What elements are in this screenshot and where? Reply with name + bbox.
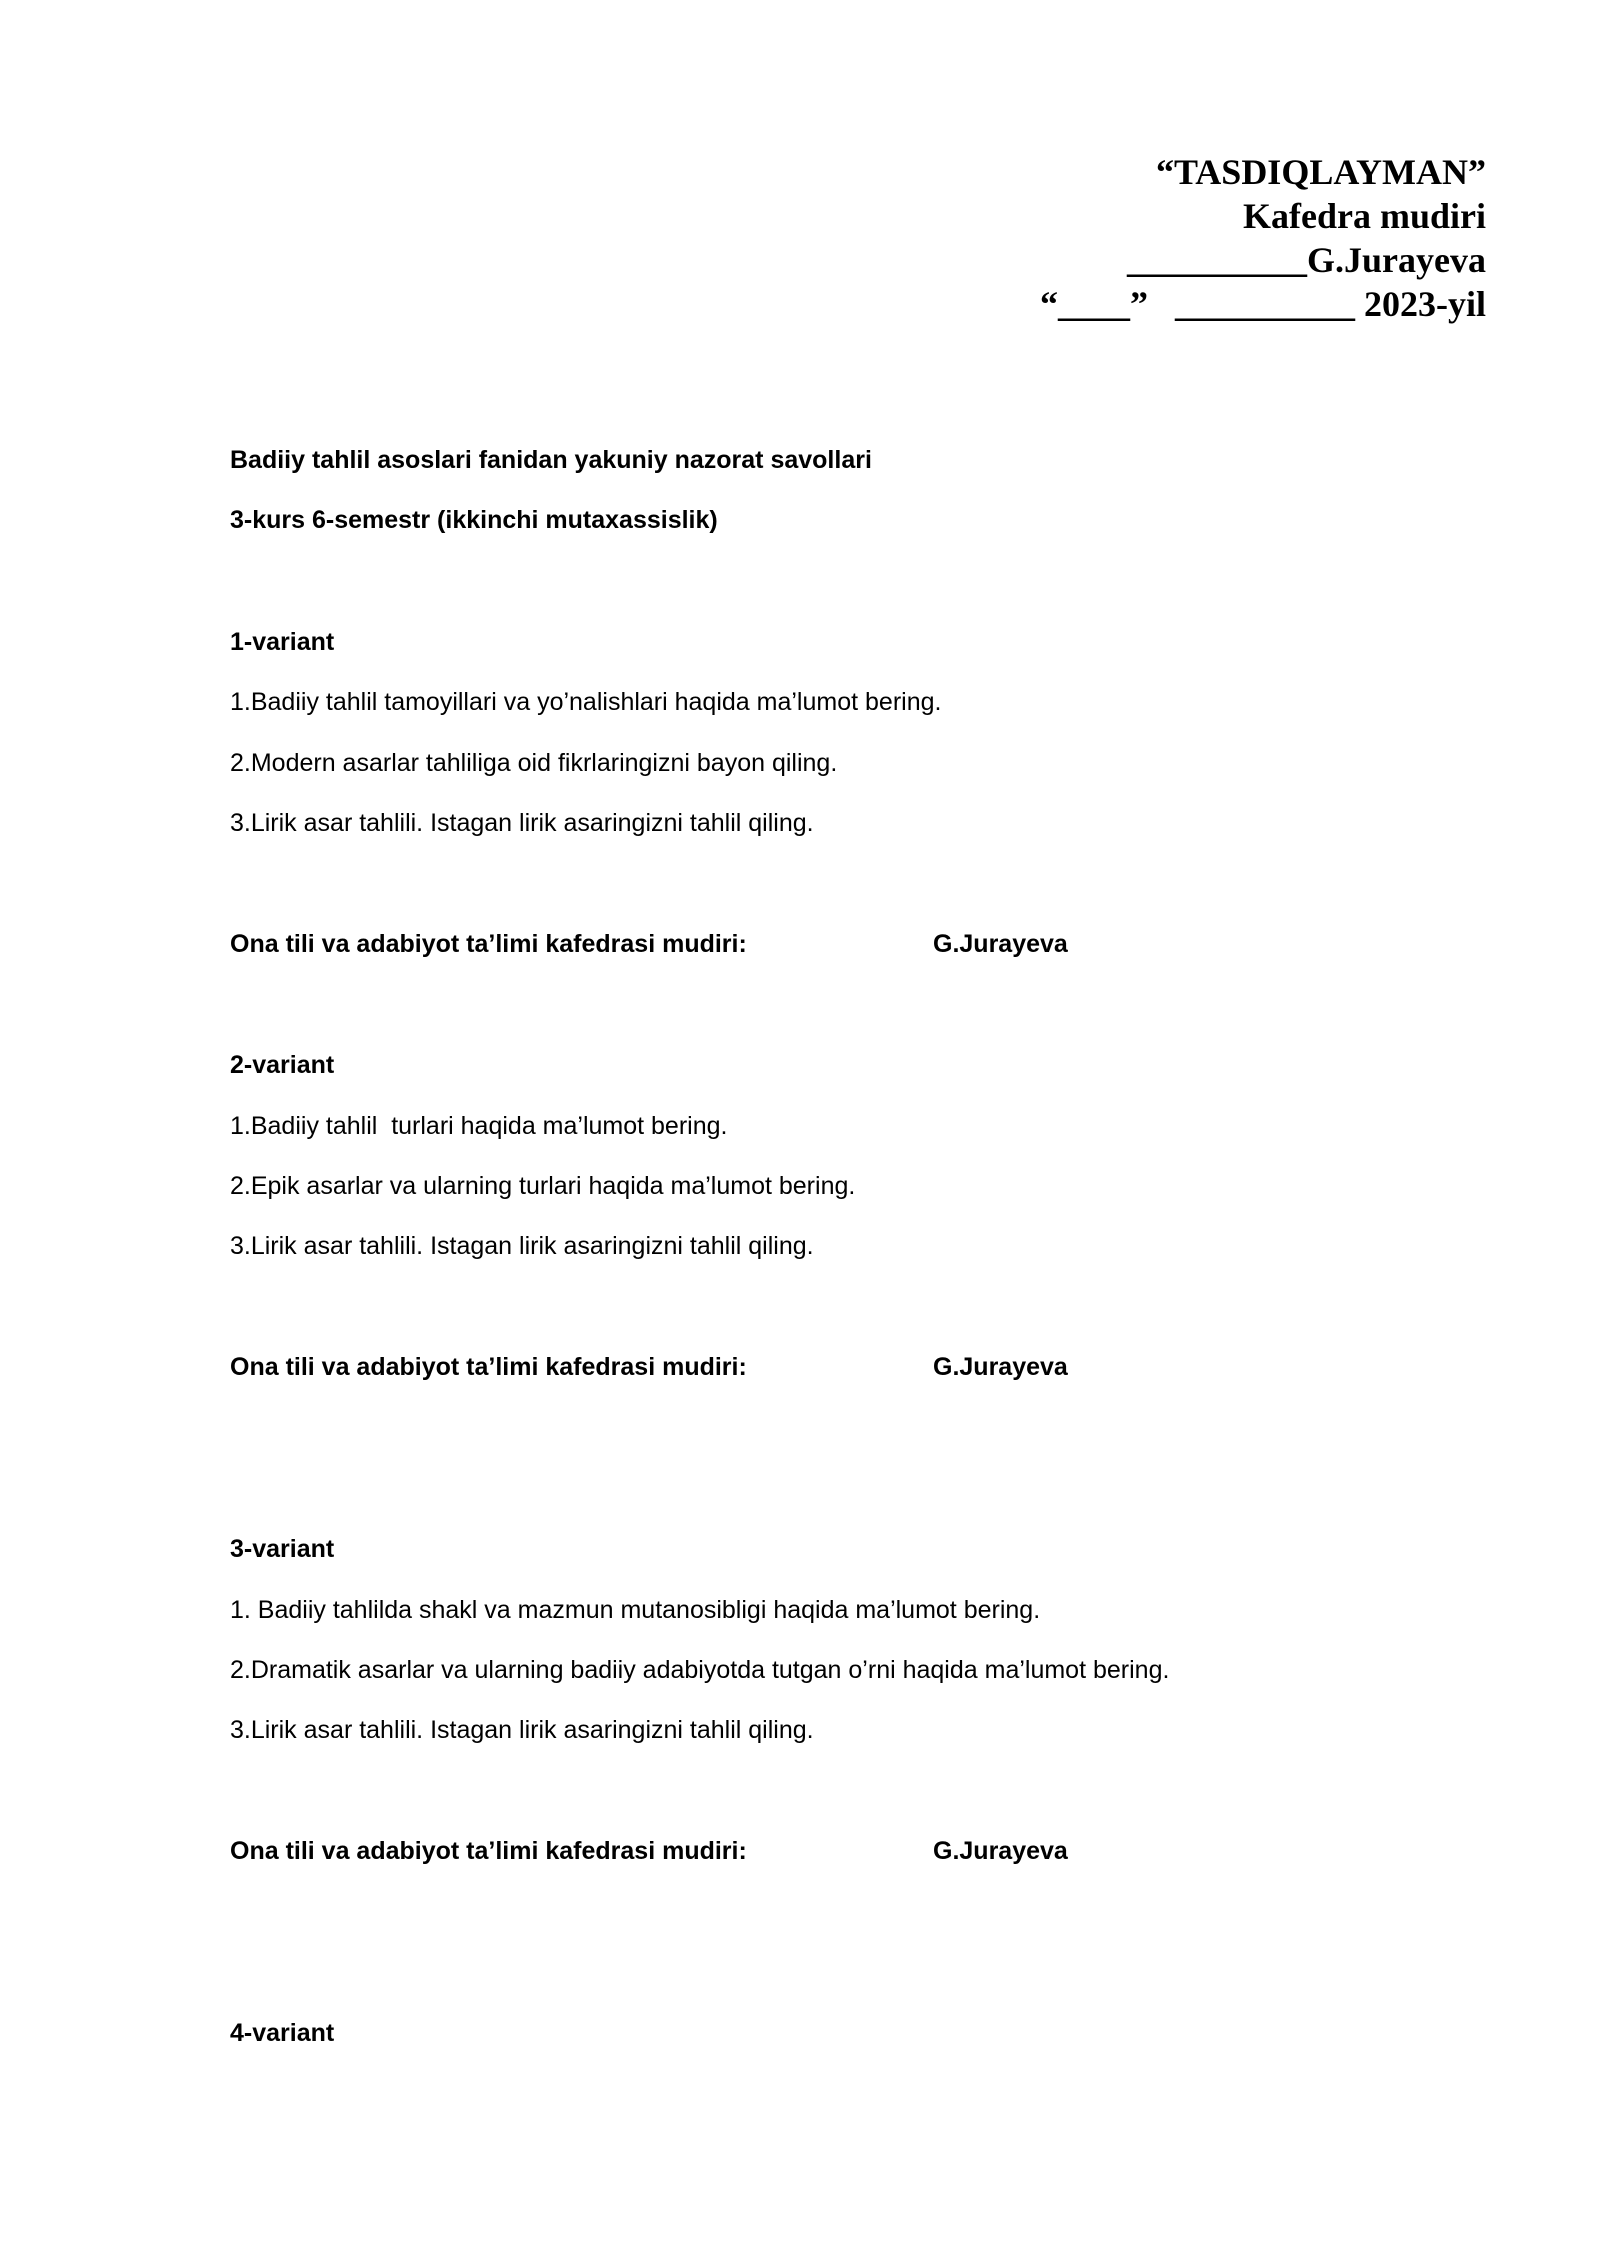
course-heading: 3-kurs 6-semestr (ikkinchi mutaxassislik) bbox=[230, 506, 718, 534]
subject-heading: Badiiy tahlil asoslari fanidan yakuniy nazorat savollari bbox=[230, 446, 872, 474]
approval-signature-line: __________G.Jurayeva bbox=[1127, 240, 1486, 280]
signature-label: Ona tili va adabiyot ta’limi kafedrasi mudiri: bbox=[230, 1353, 747, 1381]
approval-position: Kafedra mudiri bbox=[1243, 196, 1486, 236]
question-item: 2.Epik asarlar va ularning turlari haqida ma’lumot bering. bbox=[230, 1172, 856, 1200]
question-item: 1.Badiiy tahlil turlari haqida ma’lumot bering. bbox=[230, 1112, 728, 1140]
approval-block bbox=[1040, 150, 1486, 326]
question-item: 1.Badiiy tahlil tamoyillari va yo’nalishlari haqida ma’lumot bering. bbox=[230, 688, 942, 716]
variant-title: 4-variant bbox=[230, 2019, 335, 2047]
signature-name: G.Jurayeva bbox=[933, 1837, 1068, 1865]
signature-name: G.Jurayeva bbox=[933, 930, 1068, 958]
signature-label: Ona tili va adabiyot ta’limi kafedrasi mudiri: bbox=[230, 1837, 747, 1865]
question-item: 1. Badiiy tahlilda shakl va mazmun mutanosibligi haqida ma’lumot bering. bbox=[230, 1596, 1041, 1624]
question-item: 2.Modern asarlar tahliliga oid fikrlaringizni bayon qiling. bbox=[230, 749, 838, 777]
question-item: 3.Lirik asar tahlili. Istagan lirik asaringizni tahlil qiling. bbox=[230, 809, 814, 837]
variant-title: 1-variant bbox=[230, 628, 335, 656]
question-item: 2.Dramatik asarlar va ularning badiiy adabiyotda tutgan o’rni haqida ma’lumot bering. bbox=[230, 1656, 1170, 1684]
approval-title: “TASDIQLAYMAN” bbox=[1155, 152, 1486, 192]
signature-label: Ona tili va adabiyot ta’limi kafedrasi mudiri: bbox=[230, 930, 747, 958]
signature-name: G.Jurayeva bbox=[933, 1353, 1068, 1381]
question-item: 3.Lirik asar tahlili. Istagan lirik asaringizni tahlil qiling. bbox=[230, 1232, 814, 1260]
variant-title: 2-variant bbox=[230, 1051, 335, 1079]
variant-title: 3-variant bbox=[230, 1535, 335, 1563]
approval-date-line: “____” __________ 2023-yil bbox=[1040, 284, 1486, 324]
question-item: 3.Lirik asar tahlili. Istagan lirik asaringizni tahlil qiling. bbox=[230, 1716, 814, 1744]
